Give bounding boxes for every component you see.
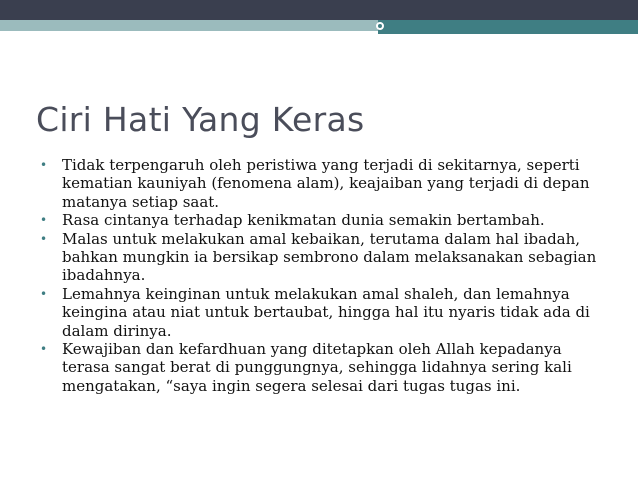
bullet-text: Rasa cintanya terhadap kenikmatan dunia semakin bertambah.	[62, 211, 545, 230]
list-item	[40, 156, 610, 211]
bullet-text: Kewajiban dan kefardhuan yang ditetapkan oleh Allah kepadanya terasa sangat berat di punggungnya, sehingga lidahnya sering kali mengatakan, “saya ingin segera selesai dari tugas tugas ini.	[62, 340, 572, 395]
list-item	[40, 285, 610, 340]
list-item	[40, 340, 610, 395]
accent-tab	[378, 20, 638, 34]
bullet-icon: •	[40, 342, 48, 357]
bullet-icon: •	[40, 286, 48, 301]
bullet-text: Lemahnya keinginan untuk melakukan amal shaleh, dan lemahnya keingina atau niat untuk bertaubat, hingga hal itu nyaris tidak ada di dalam dirinya.	[62, 284, 590, 340]
slide-title: Ciri Hati Yang Keras	[36, 100, 365, 139]
list-item	[40, 211, 610, 229]
bullet-text: Tidak terpengaruh oleh peristiwa yang terjadi di sekitarnya, seperti kematian kauniyah (fenomena alam), keajaiban yang terjadi di depan matanya setiap saat.	[62, 156, 590, 211]
header-band	[0, 0, 638, 20]
bullet-icon: •	[40, 213, 48, 228]
bullet-text: Malas untuk melakukan amal kebaikan, terutama dalam hal ibadah, bahkan mungkin ia bersikap sembrono dalam melaksanakan sebagian ibadahnya.	[62, 229, 597, 285]
bullet-list	[40, 156, 610, 395]
accent-circle-icon	[376, 22, 384, 30]
list-item	[40, 230, 610, 285]
bullet-icon: •	[40, 158, 48, 172]
bullet-icon: •	[40, 231, 48, 246]
